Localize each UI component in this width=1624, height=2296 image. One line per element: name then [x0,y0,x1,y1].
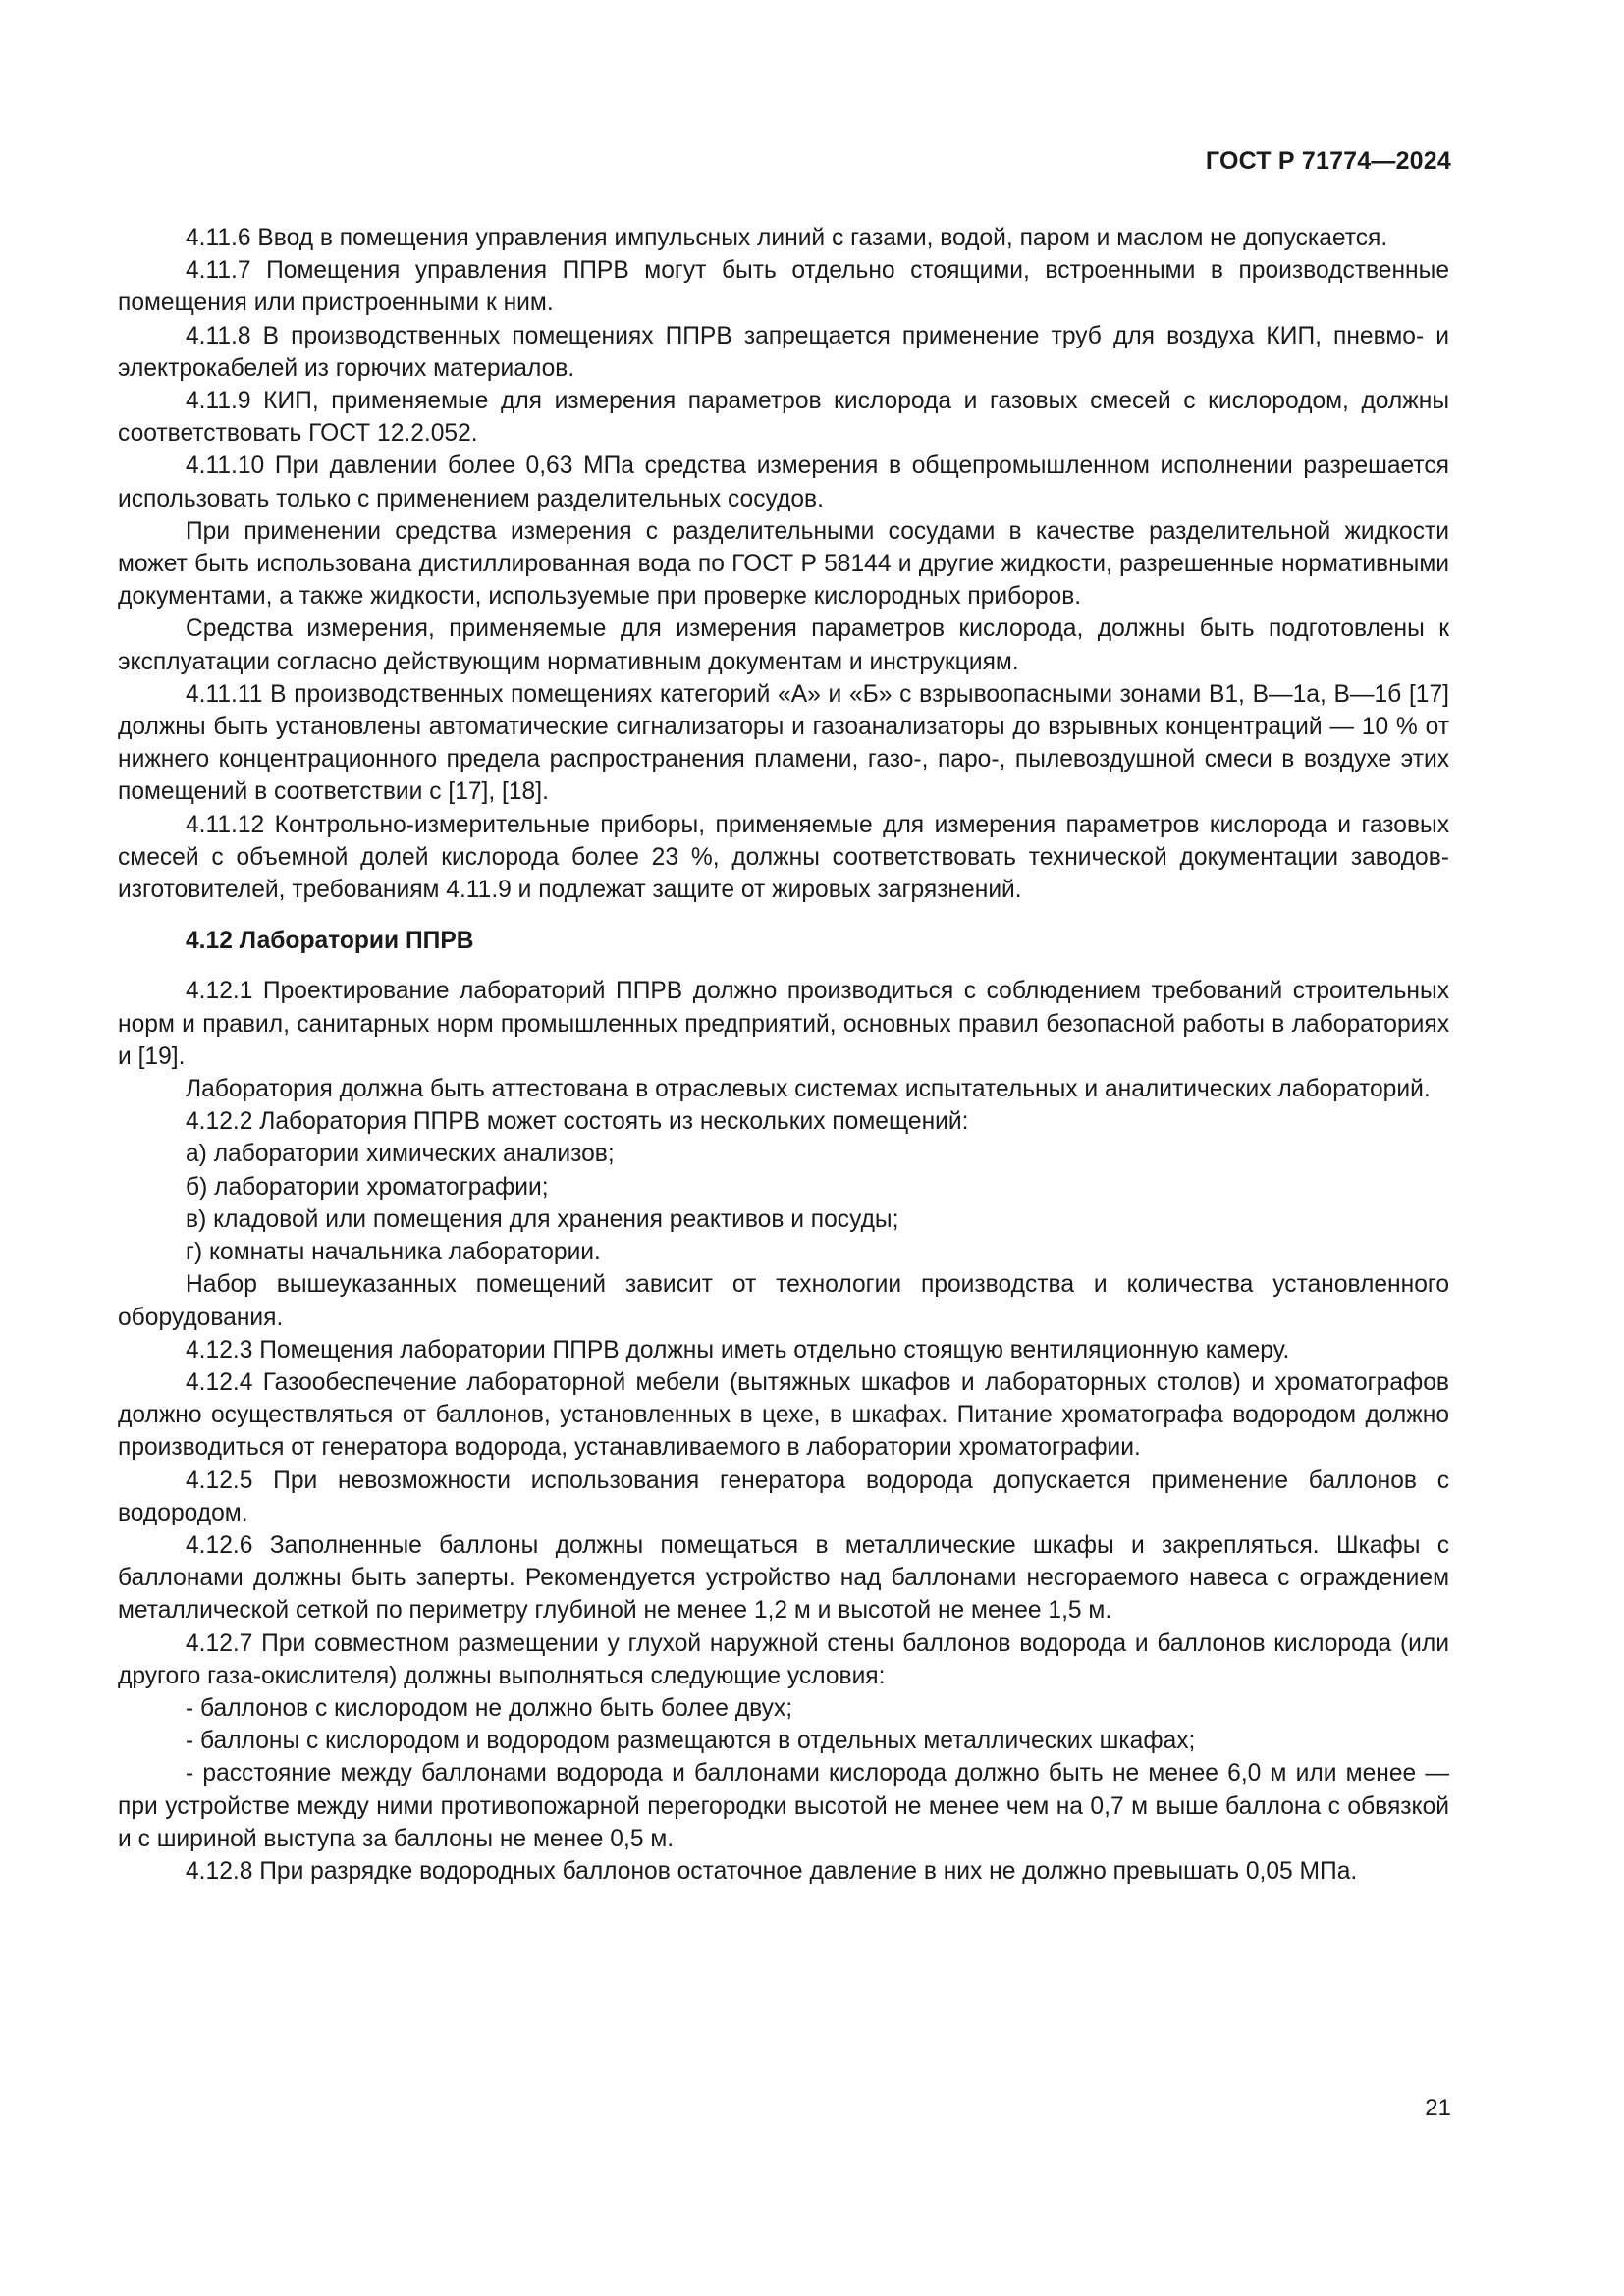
list-item: б) лаборатории хроматографии; [186,1173,549,1201]
paragraph: Набор вышеуказанных помещений зависит от технологии производства и количества установленного оборудования. [118,1271,1449,1331]
list-item: г) комнаты начальника лаборатории. [186,1239,601,1266]
paragraph: При применении средства измерения с разделительными сосудами в качестве разделительной жидкости может быть использована дистиллированная вода по ГОСТ Р 58144 и другие жидкости, разрешенные нормативными документами, а также жидкости, используемые при проверке кислородных приборов. [118,517,1449,611]
section-heading: 4.12 Лаборатории ППРВ [186,928,474,955]
document-body [118,222,1449,1888]
document-code: ГОСТ Р 71774—2024 [1205,147,1451,175]
paragraph: 4.11.6 Ввод в помещения управления импульсных линий с газами, водой, паром и маслом не допускается. [186,225,1388,251]
paragraph: 4.12.3 Помещения лаборатории ППРВ должны иметь отдельно стоящую вентиляционную камеру. [186,1336,1290,1363]
paragraph: 4.11.7 Помещения управления ППРВ могут быть отдельно стоящими, встроенными в производственные помещения или пристроенными к ним. [118,257,1449,317]
paragraph: 4.12.4 Газообеспечение лабораторной мебели (вытяжных шкафов и лабораторных столов) и хроматографов должно осуществляться от баллонов, установленных в цехе, в шкафах. Питание хроматографа водородом должно производиться от генератора водорода, устанавливаемого в лаборатории хроматографии. [118,1368,1449,1462]
paragraph: 4.12.8 При разрядке водородных баллонов остаточное давление в них не должно превышать 0,05 МПа. [186,1857,1358,1885]
paragraph: 4.12.2 Лаборатория ППРВ может состоять из нескольких помещений: [186,1108,969,1136]
list-item: - баллоны с кислородом и водородом размещаются в отдельных металлических шкафах; [186,1728,1196,1755]
list-item: а) лаборатории химических анализов; [186,1141,615,1168]
list-item: - расстояние между баллонами водорода и баллонами кислорода должно быть не менее 6,0 м или менее — при устройстве между ними противопожарной перегородки высотой не менее чем на 0,7 м выше баллона с обвязкой и с шириной выступа за баллоны не менее 0,5 м. [118,1760,1449,1852]
paragraph: 4.12.6 Заполненные баллоны должны помещаться в металлические шкафы и закрепляться. Шкафы с баллонами должны быть заперты. Рекомендуется устройство над баллонами несгораемого навеса с ограждением металлической сеткой по периметру глубиной не менее 1,2 м и высотой не менее 1,5 м. [118,1531,1449,1625]
paragraph: 4.12.7 При совместном размещении у глухой наружной стены баллонов водорода и баллонов кислорода (или другого газа-окислителя) должны выполняться следующие условия: [118,1629,1449,1689]
paragraph: 4.11.10 При давлении более 0,63 МПа средства измерения в общепромышленном исполнении разрешается использовать только с применением разделительных сосудов. [118,453,1449,512]
paragraph: Лаборатория должна быть аттестована в отраслевых системах испытательных и аналитических лабораторий. [186,1076,1431,1103]
paragraph: 4.11.9 КИП, применяемые для измерения параметров кислорода и газовых смесей с кислородом, должны соответствовать ГОСТ 12.2.052. [118,388,1449,448]
paragraph: 4.12.5 При невозможности использования генератора водорода допускается применение баллонов с водородом. [118,1467,1449,1526]
paragraph: Средства измерения, применяемые для измерения параметров кислорода, должны быть подготовлены к эксплуатации согласно действующим нормативным документам и инструкциям. [118,615,1449,675]
paragraph: 4.12.1 Проектирование лабораторий ППРВ должно производиться с соблюдением требований строительных норм и правил, санитарных норм промышленных предприятий, основных правил безопасной работы в лабораториях и [19]. [118,978,1449,1070]
list-item: - баллонов с кислородом не должно быть более двух; [186,1694,793,1722]
paragraph: 4.11.11 В производственных помещениях категорий «А» и «Б» с взрывоопасными зонами В1, В—1а, В—1б [17] должны быть установлены автоматические сигнализаторы и газоанализаторы до взрывных концентраций — 10 % от нижнего концентрационного предела распространения пламени, газо-, паро-, пылевоздушной смеси в воздухе этих помещений в соответствии с [17], [18]. [118,680,1449,806]
list-item: в) кладовой или помещения для хранения реактивов и посуды; [186,1205,899,1233]
paragraph: 4.11.12 Контрольно-измерительные приборы, применяемые для измерения параметров кислорода и газовых смесей с объемной долей кислорода более 23 %, должны соответствовать технической документации заводов-изготовителей, требованиям 4.11.9 и подлежат защите от жировых загрязнений. [118,811,1449,904]
page-number: 21 [1425,2095,1451,2121]
paragraph: 4.11.8 В производственных помещениях ППРВ запрещается применение труб для воздуха КИП, пневмо- и электрокабелей из горючих материалов. [118,322,1449,382]
